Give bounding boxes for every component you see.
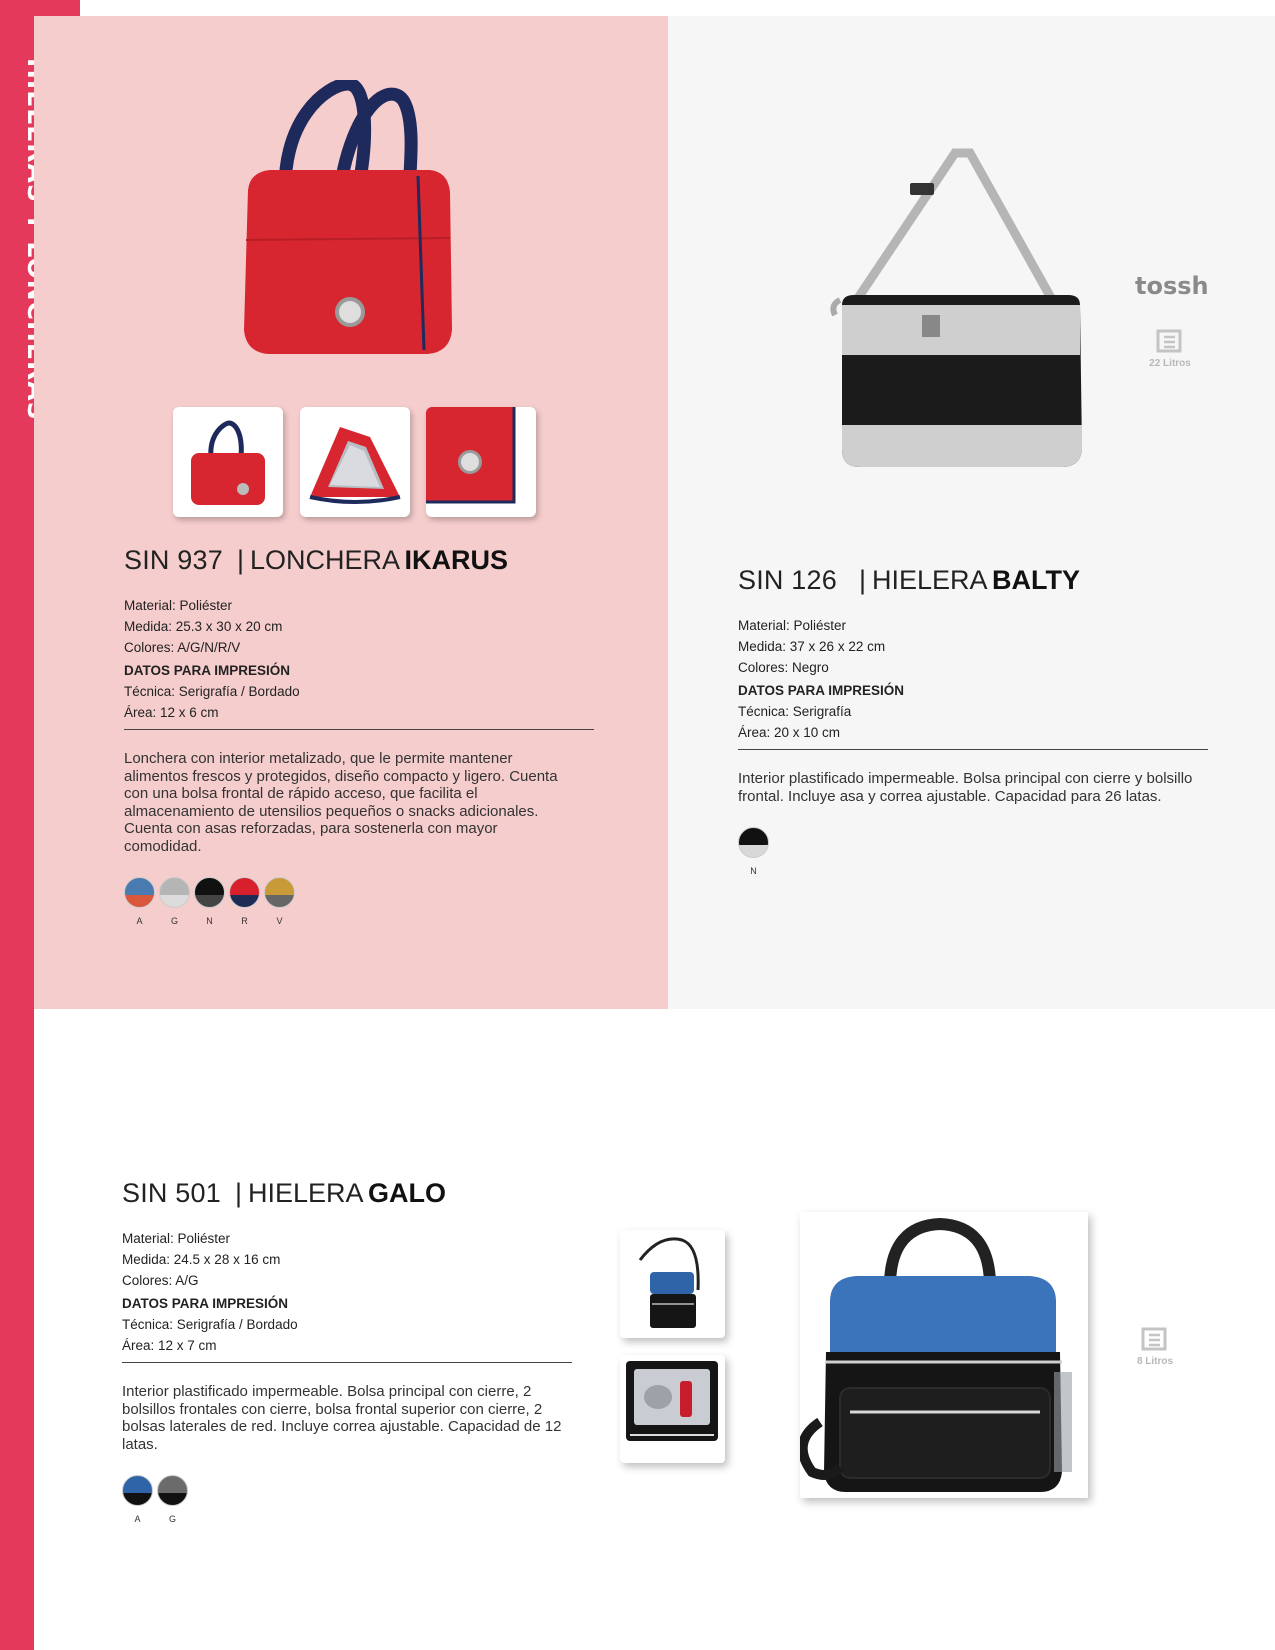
spec-material: Material: Poliéster — [738, 618, 847, 633]
color-swatches — [122, 1475, 572, 1524]
product-name: GALO — [367, 1178, 446, 1208]
product-title — [122, 1176, 572, 1210]
product-description: Interior plastificado impermeable. Bolsa principal con cierre y bolsillo frontal. Incluye asa y correa ajustable. Capacidad para 26 latas. — [738, 770, 1193, 805]
spec-tecnica: Técnica: Serigrafía — [738, 704, 852, 719]
swatch-label: N — [206, 916, 213, 926]
brand-logo: tossh — [1135, 272, 1209, 300]
product-info-balty — [738, 563, 1208, 876]
product-info-ikarus — [124, 543, 594, 926]
swatch-dot — [122, 1475, 153, 1506]
product-type: HIELERA — [871, 565, 988, 595]
cooler-blue-image — [800, 1212, 1088, 1498]
swatch[interactable] — [264, 877, 295, 926]
swatch-dot — [124, 877, 155, 908]
product-code: SIN 937 — [124, 545, 223, 575]
product-description: Interior plastificado impermeable. Bolsa principal con cierre, 2 bolsillos frontales con cierre, bolsa frontal superior con cierre, 2 bolsas laterales de red. Incluye correa ajustable. Capacidad de 12 latas. — [122, 1383, 562, 1453]
spec-colores: Colores: A/G — [122, 1273, 199, 1288]
swatch-label: N — [750, 866, 757, 876]
spec-colores: Colores: Negro — [738, 660, 829, 675]
thumbnail-front[interactable] — [173, 407, 283, 517]
capacity-badge — [1125, 1323, 1185, 1367]
product-code: SIN 501 — [122, 1178, 221, 1208]
product-title — [738, 563, 1208, 597]
thumbnail-open-interior[interactable] — [300, 407, 410, 517]
spec-tecnica: Técnica: Serigrafía / Bordado — [124, 684, 300, 699]
capacity-icon — [1140, 1323, 1170, 1353]
title-separator: | — [236, 545, 244, 575]
product-title — [124, 543, 594, 577]
swatch[interactable] — [122, 1475, 153, 1524]
swatch[interactable] — [229, 877, 260, 926]
swatch-label: A — [136, 916, 143, 926]
spec-medida: Medida: 25.3 x 30 x 20 cm — [124, 619, 283, 634]
swatch-dot — [159, 877, 190, 908]
capacity-icon — [1155, 325, 1185, 355]
spec-material: Material: Poliéster — [124, 598, 233, 613]
swatch-label: V — [276, 916, 283, 926]
product-name: IKARUS — [404, 545, 508, 575]
swatch[interactable] — [159, 877, 190, 926]
swatch-label: G — [168, 1514, 176, 1524]
swatch-dot — [738, 827, 769, 858]
spec-medida: Medida: 24.5 x 28 x 16 cm — [122, 1252, 281, 1267]
divider — [738, 749, 1208, 750]
title-separator: | — [858, 565, 866, 595]
swatch[interactable] — [124, 877, 155, 926]
swatch-dot — [264, 877, 295, 908]
divider — [122, 1362, 572, 1363]
swatch-dot — [229, 877, 260, 908]
spec-medida: Medida: 37 x 26 x 22 cm — [738, 639, 886, 654]
print-data-heading: DATOS PARA IMPRESIÓN — [738, 683, 905, 698]
spec-area: Área: 12 x 7 cm — [122, 1338, 217, 1353]
product-code: SIN 126 — [738, 565, 837, 595]
color-swatches — [738, 827, 1208, 876]
swatch-dot — [194, 877, 225, 908]
thumbnail-logo-detail[interactable] — [426, 407, 536, 517]
product-name: BALTY — [991, 565, 1080, 595]
print-data-heading: DATOS PARA IMPRESIÓN — [122, 1296, 289, 1311]
capacity-label: 8 Litros — [1136, 1356, 1174, 1367]
thumbnail-with-strap[interactable] — [620, 1230, 725, 1338]
title-separator: | — [234, 1178, 242, 1208]
product-type: LONCHERA — [249, 545, 401, 575]
color-swatches — [124, 877, 594, 926]
swatch[interactable] — [194, 877, 225, 926]
divider — [124, 729, 594, 730]
cooler-black-image — [830, 145, 1090, 495]
capacity-badge — [1140, 325, 1200, 369]
swatch-label: R — [241, 916, 248, 926]
print-data-heading: DATOS PARA IMPRESIÓN — [124, 663, 291, 678]
spec-material: Material: Poliéster — [122, 1231, 231, 1246]
spec-list — [124, 595, 594, 723]
swatch-label: G — [170, 916, 178, 926]
swatch[interactable] — [157, 1475, 188, 1524]
swatch[interactable] — [738, 827, 769, 876]
spec-list — [738, 615, 1208, 743]
spec-area: Área: 12 x 6 cm — [124, 705, 219, 720]
lunchbox-red-image — [238, 80, 462, 370]
spec-colores: Colores: A/G/N/R/V — [124, 640, 241, 655]
product-description: Lonchera con interior metalizado, que le permite mantener alimentos frescos y protegidos, diseño compacto y ligero. Cuenta con una bolsa frontal de rápido acceso, que facilita el almacenamiento de utensilios pequeños o snacks adicionales. Cuenta con asas reforzadas, para sostenerla con mayor comodidad. — [124, 750, 558, 855]
product-info-galo — [122, 1176, 572, 1524]
swatch-label: A — [134, 1514, 141, 1524]
swatch-dot — [157, 1475, 188, 1506]
spec-tecnica: Técnica: Serigrafía / Bordado — [122, 1317, 298, 1332]
product-type: HIELERA — [247, 1178, 364, 1208]
thumbnail-open-compartment[interactable] — [620, 1355, 725, 1463]
capacity-label: 22 Litros — [1149, 358, 1191, 369]
spec-area: Área: 20 x 10 cm — [738, 725, 841, 740]
spec-list — [122, 1228, 572, 1356]
